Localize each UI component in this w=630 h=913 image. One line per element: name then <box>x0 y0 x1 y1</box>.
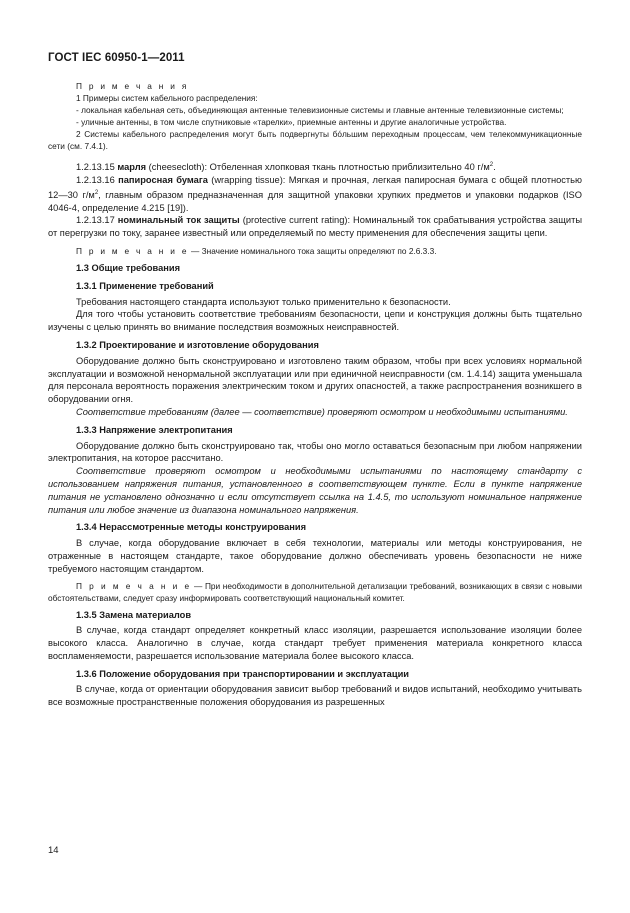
document-header: ГОСТ IEC 60950-1—2011 <box>48 52 185 64</box>
definition-1-2-13-15: 1.2.13.15 марля (cheesecloth): Отбеленная хлопковая ткань плотностью приблизительно 40 $г/м^2$. <box>76 162 496 173</box>
note-block-3: П р и м е ч а н и е — При необходимости в дополнительной детализации требований, возникающих в связи с новыми обстоятельствами, следует сразу информировать соответствующий национальный комитет. <box>48 580 583 603</box>
compliance-paragraph: Соответствие проверяют осмотром и необходимыми испытаниями по настоящему стандарту с использованием напряжения питания, установленного в соответствующем пункте. Если в пункте напряжение питания не установлено однозначно и если отсутствует ссылка на 1.4.5, то используют номинальное напряжение питания или любое значение из диапазона номинального напряжения. <box>48 466 582 515</box>
paragraph: Требования настоящего стандарта используют только применительно к безопасности. <box>76 296 451 307</box>
note-block-1 <box>48 80 582 152</box>
note-item: 2 Системы кабельного распределения могут быть подвергнуты бо́льшим переходным процессам, чем телекоммуникационные сети (см. 7.4.1). <box>48 129 582 151</box>
paragraph: Оборудование должно быть сконструировано и изготовлено таким образом, чтобы при всех условиях нормальной эксплуатации и возможной ненормальной эксплуатации или при единичной неисправности (см. 1.4.14) защита уменьшала для персонала вероятность поражения электрическим током и других опасностей, а также распространения возникшего в оборудовании огня. <box>48 355 582 405</box>
section-heading-1-3: 1.3 Общие требования <box>76 262 181 273</box>
note-heading: П р и м е ч а н и я <box>76 81 189 91</box>
section-heading-1-3-2: 1.3.2 Проектирование и изготовление оборудования <box>76 339 319 350</box>
section-heading-1-3-6: 1.3.6 Положение оборудования при транспортировании и эксплуатации <box>76 668 409 679</box>
page-number: 14 <box>48 845 59 856</box>
paragraph: В случае, когда стандарт определяет конкретный класс изоляции, разрешается использование изоляции более высокого класса. Аналогично в случае, когда стандарт требует применения материала конкретного класса воспламеняемости, разрешается использование материала более высокого класса. <box>48 625 582 661</box>
paragraph: Оборудование должно быть сконструировано так, чтобы оно могло оставаться безопасным при любом напряжении электропитания, на которое рассчитано. <box>48 440 582 464</box>
note-block-2: П р и м е ч а н и е — Значение номинального тока защиты определяют по 2.6.3.3. <box>76 245 437 256</box>
definition-1-2-13-16: 1.2.13.16 папиросная бумага (wrapping tissue): Мягкая и прочная, легкая папиросная бумага с общей плотностью 12—30 $г/м^2$, главным образом предназначенная для защитной упаковки хрупких предметов и упаковки подарков (ISO 4046-4, определение 4.215 [19]). <box>48 174 582 213</box>
paragraph: В случае, когда оборудование включает в себя технологии, материалы или методы конструирования, не отраженные в настоящем стандарте, такое оборудование должно обеспечивать уровень безопасности не ниже требуемого настоящим стандартом. <box>48 538 582 574</box>
note-item: 1 Примеры систем кабельного распределения: <box>76 93 258 103</box>
section-heading-1-3-5: 1.3.5 Замена материалов <box>76 609 192 620</box>
definition-1-2-13-17: 1.2.13.17 номинальный ток защиты (protective current rating): Номинальный ток срабатывания устройства защиты от перегрузки по току, заранее известный или определяемый по месту применения для обеспечения защиты цепи. <box>48 215 583 239</box>
section-heading-1-3-1: 1.3.1 Применение требований <box>76 280 214 291</box>
paragraph: В случае, когда от ориентации оборудования зависит выбор требований и видов испытаний, необходимо учитывать все возможные пространственные положения оборудования из разрешенных <box>48 684 582 708</box>
section-heading-1-3-4: 1.3.4 Нерассмотренные методы конструирования <box>76 522 307 533</box>
page-content <box>48 80 583 709</box>
paragraph: Для того чтобы установить соответствие требованиям безопасности, цепи и конструкция должны быть тщательно изучены с целью принять во внимание последствия возможных неисправностей. <box>48 309 582 333</box>
compliance-paragraph: Соответствие требованиям (далее — соответствие) проверяют осмотром и необходимыми испытаниями. <box>76 406 568 417</box>
note-dash-item: - уличные антенны, в том числе спутниковые «тарелки», приемные антенны и другие аналогичные устройства. <box>76 117 507 127</box>
section-heading-1-3-3: 1.3.3 Напряжение электропитания <box>76 424 233 435</box>
note-dash-item: - локальная кабельная сеть, объединяющая антенные телевизионные системы и главные антенные телевизионные системы; <box>76 105 564 115</box>
